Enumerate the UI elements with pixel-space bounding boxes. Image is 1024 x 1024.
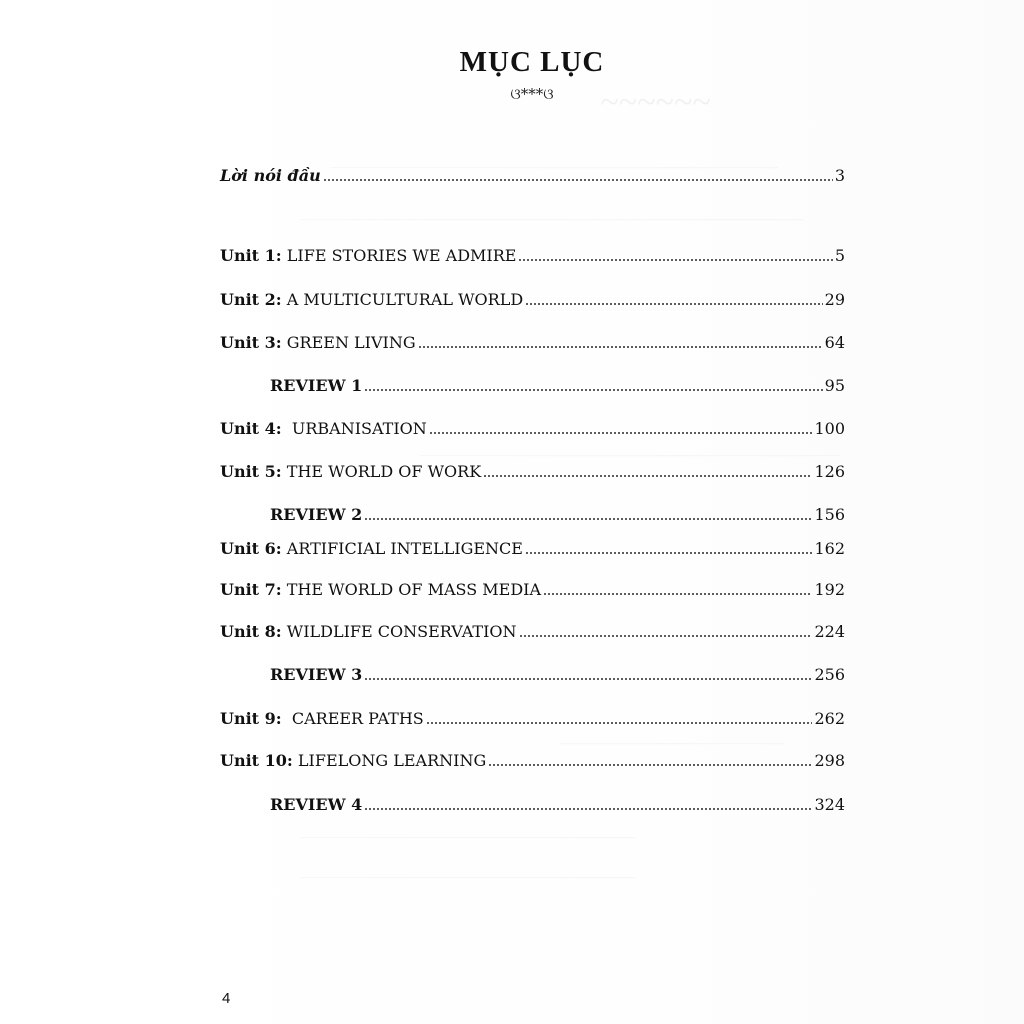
toc-entry-label: WILDLIFE CONSERVATION	[286, 622, 517, 641]
toc-entry-label: A MULTICULTURAL WORLD	[286, 290, 524, 309]
toc-unit-prefix: Unit 2:	[220, 290, 282, 309]
dot-leader	[364, 677, 812, 681]
toc-unit-prefix: Unit 3:	[220, 333, 282, 352]
toc-entry-review-2	[270, 499, 845, 525]
page-folio-number: 4	[222, 990, 231, 1007]
dot-leader	[488, 763, 812, 767]
toc-entry-unit-5	[220, 456, 845, 482]
toc-entry-unit-8	[220, 616, 845, 642]
toc-page-number: 3	[834, 166, 845, 185]
toc-entry-unit-7	[220, 574, 845, 600]
toc-page-number: 162	[814, 539, 845, 558]
bleed-through-text: ~~~~~~	[600, 84, 711, 121]
toc-entry-label: ARTIFICIAL INTELLIGENCE	[286, 539, 523, 558]
dot-leader	[418, 345, 823, 349]
toc-unit-prefix: Unit 10:	[220, 751, 293, 770]
toc-page-number: 95	[824, 376, 845, 395]
toc-entry-review-1	[270, 370, 845, 396]
bleed-through-text: ————————————————————————————————————	[300, 212, 804, 227]
toc-unit-prefix: Unit 9:	[220, 709, 282, 728]
toc-page-number: 64	[824, 333, 845, 352]
bleed-through-text: ————————————————	[560, 736, 784, 751]
toc-entry-review-3	[270, 659, 845, 685]
dot-leader	[364, 517, 812, 521]
toc-unit-prefix: Unit 7:	[220, 580, 282, 599]
toc-entry-label: CAREER PATHS	[291, 709, 424, 728]
toc-entry-label: THE WORLD OF WORK	[286, 462, 482, 481]
toc-entry-label: Lời nói đầu	[220, 166, 321, 185]
toc-entry-unit-2	[220, 284, 845, 310]
dot-leader	[525, 551, 813, 555]
toc-entry-preface	[220, 160, 845, 186]
toc-entry-label: URBANISATION	[291, 419, 427, 438]
bleed-through-text: ————————————————————————	[300, 870, 636, 885]
toc-page-number: 126	[814, 462, 845, 481]
toc-unit-prefix: Unit 4:	[220, 419, 282, 438]
toc-page-number: 5	[834, 246, 845, 265]
bleed-through-text: ——————————————————————————————	[420, 448, 840, 463]
toc-entry-unit-1	[220, 240, 845, 266]
bleed-through-text: ————————————————————————	[300, 830, 636, 845]
toc-entry-unit-4	[220, 413, 845, 439]
bleed-through-text: ————————————————————————————————	[330, 160, 778, 175]
title-ornament: ଓ***ଓ	[510, 85, 554, 103]
dot-leader	[519, 634, 813, 638]
toc-entry-label: THE WORLD OF MASS MEDIA	[286, 580, 542, 599]
toc-entry-label: REVIEW 3	[270, 665, 363, 684]
toc-entry-label: REVIEW 2	[270, 505, 363, 524]
toc-page-number: 324	[814, 795, 845, 814]
toc-entry-label: REVIEW 4	[270, 795, 363, 814]
toc-page-number: 298	[814, 751, 845, 770]
toc-page-number: 29	[824, 290, 845, 309]
toc-unit-prefix: Unit 8:	[220, 622, 282, 641]
toc-page-number: 262	[814, 709, 845, 728]
dot-leader	[543, 592, 812, 596]
toc-page-number: 256	[814, 665, 845, 684]
dot-leader	[364, 388, 822, 392]
toc-page-number: 192	[814, 580, 845, 599]
toc-unit-prefix: Unit 1:	[220, 246, 282, 265]
toc-page-number: 156	[814, 505, 845, 524]
toc-entry-unit-6	[220, 533, 845, 559]
dot-leader	[323, 178, 833, 182]
toc-page-number: 100	[814, 419, 845, 438]
toc-entry-unit-3	[220, 327, 845, 353]
dot-leader	[525, 302, 822, 306]
dot-leader	[483, 474, 812, 478]
toc-entry-label: GREEN LIVING	[286, 333, 416, 352]
toc-unit-prefix: Unit 5:	[220, 462, 282, 481]
toc-entry-unit-9	[220, 703, 845, 729]
toc-entry-label: LIFE STORIES WE ADMIRE	[286, 246, 517, 265]
page-title: MỤC LỤC	[459, 46, 605, 78]
toc-page-number: 224	[814, 622, 845, 641]
dot-leader	[429, 431, 813, 435]
dot-leader	[518, 258, 832, 262]
toc-unit-prefix: Unit 6:	[220, 539, 282, 558]
toc-entry-label: REVIEW 1	[270, 376, 363, 395]
toc-entry-unit-10	[220, 745, 845, 771]
toc-entry-review-4	[270, 789, 845, 815]
toc-entry-label: LIFELONG LEARNING	[297, 751, 487, 770]
dot-leader	[364, 807, 812, 811]
dot-leader	[426, 721, 813, 725]
